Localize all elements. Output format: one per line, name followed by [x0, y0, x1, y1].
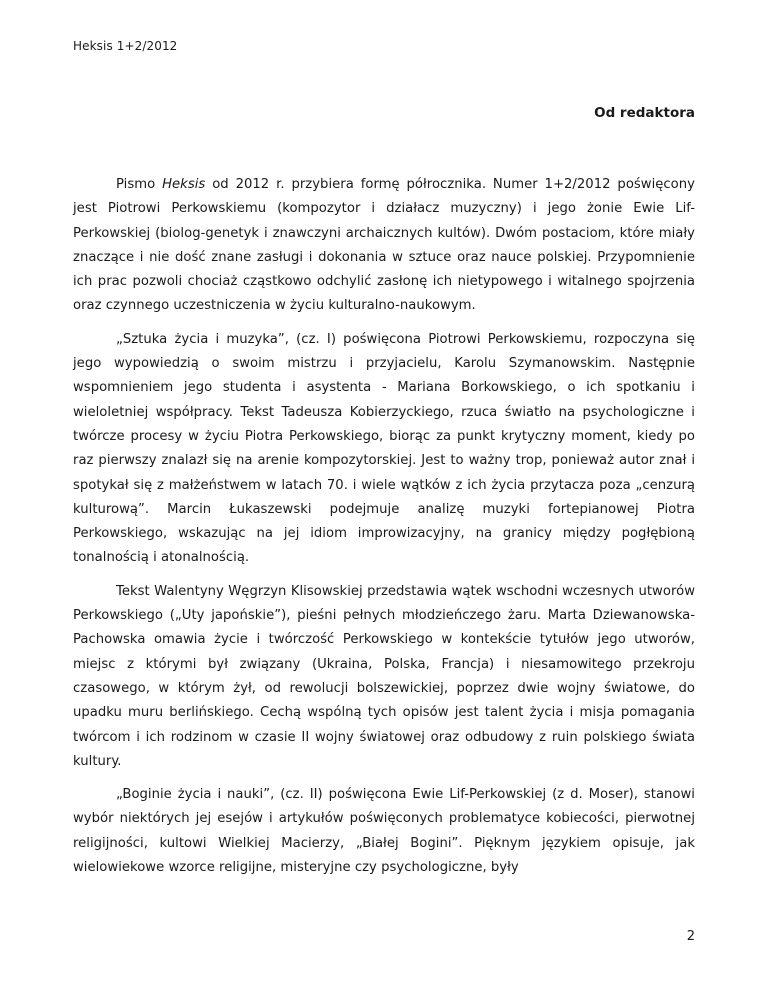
paragraph-intro-rest: od 2012 r. przybiera formę półrocznika. Numer 1+2/2012 poświęcony jest Piotrowi Perkowskiemu (kompozytor i działacz muzyczny) i jego żonie Ewie Lif-Perkowskiej (biolog-genetyk i znawczyni archaicznych kultów). Dwóm postaciom, które miały znaczące i nie dość znane zasługi i dokonania w sztuce oraz nauce polskiej. Przypomnienie ich prac pozwoli chociaż cząstkowo odchylić zasłonę ich nietypowego i witalnego spojrzenia oraz czynnego uczestniczenia w życiu kulturalno-naukowym.: [73, 177, 695, 314]
paragraph-intro-lead: Pismo: [116, 177, 163, 192]
paragraph-intro: [73, 173, 695, 319]
paragraph-part-two: „Boginie życia i nauki”, (cz. II) poświęcona Ewie Lif-Perkowskiej (z d. Moser), stanowi wybór niektórych jej esejów i artykułów poświęconych problematyce kobiecości, pierwotnej religijności, kultowi Wielkiej Macierzy, „Białej Bogini”. Pięknym językiem opisuje, jak wielowiekowe wzorce religijne, misteryjne czy psychologiczne, były: [73, 787, 695, 876]
journal-title-italic: Heksis: [162, 177, 206, 192]
paragraph-eastern-theme: Tekst Walentyny Węgrzyn Klisowskiej przedstawia wątek wschodni wczesnych utworów Perkowskiego („Uty japońskie”), pieśni pełnych młodzieńczego żaru. Marta Dziewanowska-Pachowska omawia życie i twórczość Perkowskiego w kontekście tytułów jego utworów, miejsc z którymi był związany (Ukraina, Polska, Francja) i niesamowitego przekroju czasowego, w którym żył, od rewolucji bolszewickiej, poprzez dwie wojny światowe, do upadku muru berlińskiego. Cechą wspólną tych opisów jest talent życia i misja pomagania twórcom i ich rodzinom w czasie II wojny światowej oraz odbudowy z ruin polskiego świata kultury.: [73, 583, 695, 769]
section-heading: Od redaktora: [594, 105, 695, 121]
body-text: [73, 173, 695, 889]
paragraph-part-one: „Sztuka życia i muzyka”, (cz. I) poświęcona Piotrowi Perkowskiemu, rozpoczyna się jego wypowiedzią o swoim mistrzu i przyjacielu, Karolu Szymanowskim. Następnie wspomnieniem jego studenta i asystenta - Mariana Borkowskiego, o ich spotkaniu i wieloletniej współpracy. Tekst Tadeusza Kobierzyckiego, rzuca światło na psychologiczne i twórcze procesy w życiu Piotra Perkowskiego, biorąc za punkt krytyczny moment, kiedy po raz pierwszy znalazł się na arenie kompozytorskiej. Jest to ważny trop, ponieważ autor znał i spotykał się z małżeństwem w latach 70. i wiele wątków z ich życia przytacza poza „cenzurą kulturową”. Marcin Łukaszewski podejmuje analizę muzyki fortepianowej Piotra Perkowskiego, wskazując na jej idiom improwizacyjny, na granicy między pogłębioną tonalnością i atonalnością.: [73, 331, 695, 566]
page-number: 2: [686, 929, 695, 944]
running-header: Heksis 1+2/2012: [73, 39, 178, 53]
